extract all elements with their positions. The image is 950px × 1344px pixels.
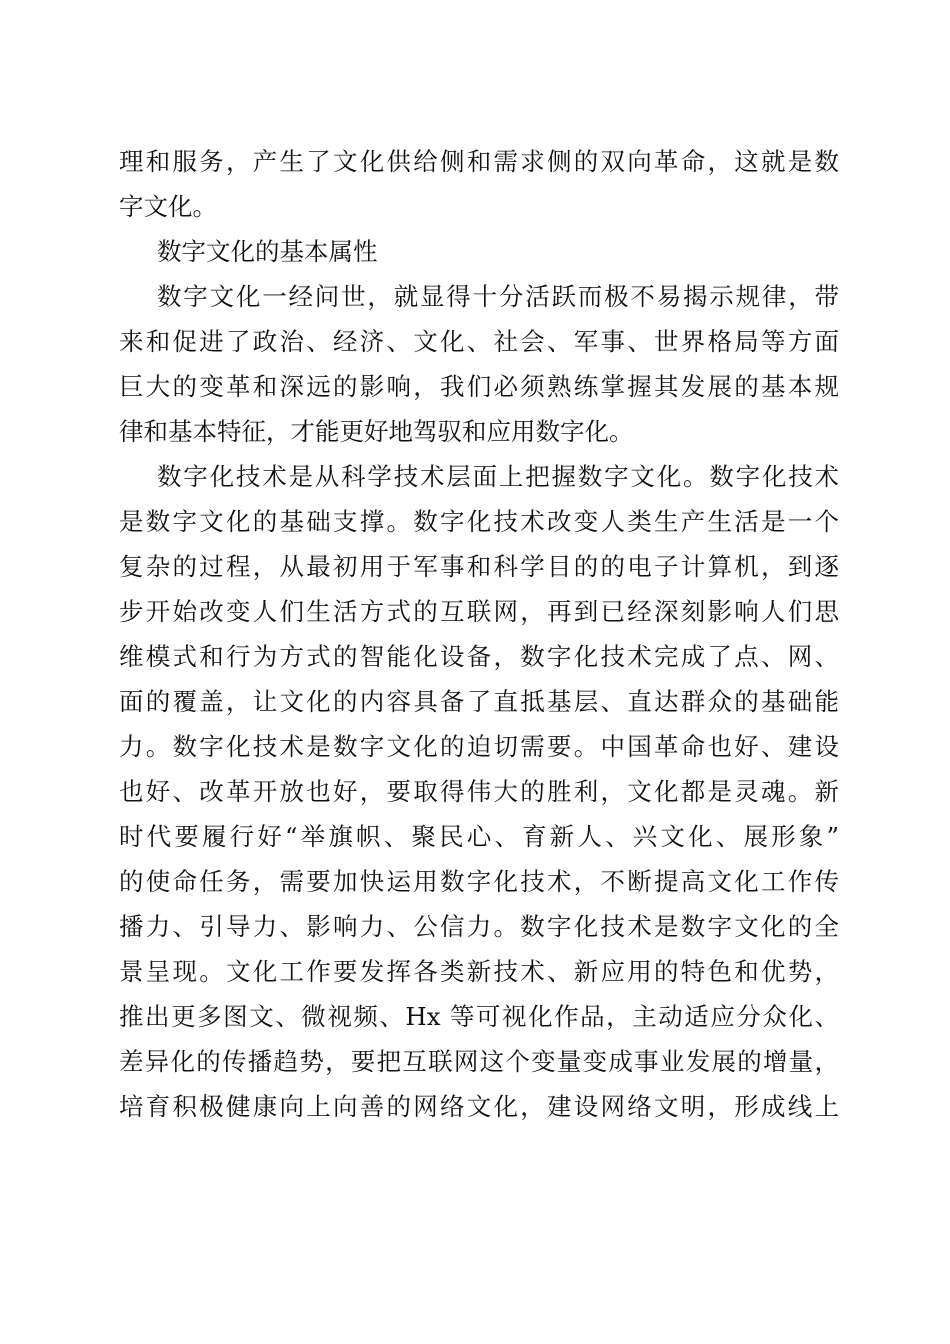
text-line-19: 景呈现。文化工作要发挥各类新技术、新应用的特色和优势， — [119, 957, 839, 986]
text-line-22: 培育积极健康向上向善的网络文化，建设网络文明，形成线上 — [119, 1092, 839, 1121]
text-line-15: 也好、改革开放也好，要取得伟大的胜利，文化都是灵魂。新 — [119, 777, 839, 806]
text-line-8: 数字化技术是从科学技术层面上把握数字文化。数字化技术 — [157, 462, 839, 491]
text-line-16: 时代要履行好“举旗帜、聚民心、育新人、兴文化、展形象” — [119, 822, 839, 851]
text-line-20: 推出更多图文、微视频、Hx 等可视化作品，主动适应分众化、 — [119, 1002, 839, 1031]
text-line-18: 播力、引导力、影响力、公信力。数字化技术是数字文化的全 — [119, 912, 839, 941]
text-line-12: 维模式和行为方式的智能化设备，数字化技术完成了点、网、 — [119, 642, 839, 671]
text-line-7: 律和基本特征，才能更好地驾驭和应用数字化。 — [119, 417, 634, 446]
text-line-4: 数字文化一经问世，就显得十分活跃而极不易揭示规律，带 — [157, 282, 839, 311]
text-line-17: 的使命任务，需要加快运用数字化技术，不断提高文化工作传 — [119, 867, 839, 896]
text-line-5: 来和促进了政治、经济、文化、社会、军事、世界格局等方面 — [119, 327, 839, 356]
section-heading: 数字文化的基本属性 — [157, 237, 378, 266]
text-line-9: 是数字文化的基础支撑。数字化技术改变人类生产生活是一个 — [119, 507, 839, 536]
text-line-2: 字文化。 — [119, 192, 217, 221]
text-line-6: 巨大的变革和深远的影响，我们必须熟练掌握其发展的基本规 — [119, 372, 839, 401]
text-line-10: 复杂的过程，从最初用于军事和科学目的的电子计算机，到逐 — [119, 552, 839, 581]
text-line-21: 差异化的传播趋势，要把互联网这个变量变成事业发展的增量， — [119, 1047, 839, 1076]
text-line-11: 步开始改变人们生活方式的互联网，再到已经深刻影响人们思 — [119, 597, 839, 626]
text-line-1: 理和服务，产生了文化供给侧和需求侧的双向革命，这就是数 — [119, 147, 839, 176]
text-line-14: 力。数字化技术是数字文化的迫切需要。中国革命也好、建设 — [119, 732, 839, 761]
text-line-13: 面的覆盖，让文化的内容具备了直抵基层、直达群众的基础能 — [119, 687, 839, 716]
